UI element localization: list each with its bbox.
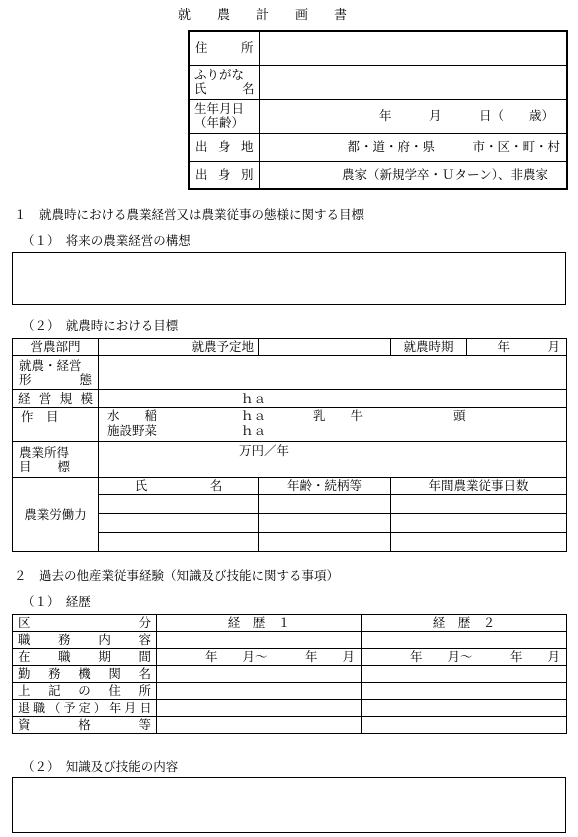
form-label-1: 就農・経営 <box>19 357 82 373</box>
row-address-label: 上記の住所 <box>13 683 157 700</box>
birth-label-cell <box>189 99 259 133</box>
scale-unit: ｈａ <box>241 390 267 406</box>
labor-row2-days[interactable] <box>391 514 567 533</box>
row-period-label: 在職期間 <box>13 649 157 666</box>
furigana-label: ふりがな <box>194 67 245 82</box>
crop-field[interactable] <box>99 408 567 442</box>
section2-heading: ２ 過去の他産業従事経験（知識及び技能に関する事項） <box>14 568 340 583</box>
retire-career1[interactable] <box>157 700 362 717</box>
origin-field[interactable]: 都・道・府・県 市・区・町・村 <box>259 133 567 161</box>
farm-dept-label: 営農部門 <box>13 339 99 356</box>
crop2-unit: ｈａ <box>241 423 267 438</box>
name-label-cell <box>189 65 259 99</box>
page-title: 就 農 計 画 書 <box>178 8 348 23</box>
row-duties-label: 職務内容 <box>13 632 157 649</box>
labor-row1-name[interactable] <box>99 495 259 514</box>
birth-field[interactable]: 年 月 日（ 歳） <box>259 99 567 133</box>
duties-career2[interactable] <box>362 632 567 649</box>
employer-career1[interactable] <box>157 666 362 683</box>
origin-type-field[interactable]: 農家（新規学卒・Ｕターン）、非農家 <box>259 161 567 189</box>
section2-sub2: （２） 知識及び技能の内容 <box>22 759 179 774</box>
labor-row1-age[interactable] <box>259 495 391 514</box>
goal-table <box>12 338 567 552</box>
form-label-2: 形 態 <box>19 371 92 387</box>
origin-label: 出 身 地 <box>189 133 259 161</box>
crop2-name: 施設野菜 <box>107 423 158 438</box>
row-qualification-label: 資格等 <box>13 717 157 734</box>
col-career1: 経 歴 １ <box>157 615 362 632</box>
employer-career2[interactable] <box>362 666 567 683</box>
crop1-name: 水 稲 <box>107 408 158 423</box>
labor-row3-name[interactable] <box>99 533 259 552</box>
crop1-unit: ｈａ <box>241 408 267 423</box>
col-career2: 経 歴 ２ <box>362 615 567 632</box>
address-career2[interactable] <box>362 683 567 700</box>
name-field[interactable] <box>259 65 567 99</box>
livestock-name: 乳 牛 <box>313 408 364 423</box>
income-label-2: 目 標 <box>19 458 70 474</box>
period-career1[interactable]: 年 月～ 年 月 <box>157 649 362 666</box>
qualification-career1[interactable] <box>157 717 362 734</box>
farm-time-field[interactable]: 年 月 <box>467 339 567 356</box>
income-label-1: 農業所得 <box>19 444 70 460</box>
address-field[interactable] <box>259 31 567 65</box>
section1-heading: １ 就農時における農業経営又は農業従事の態様に関する目標 <box>14 207 365 222</box>
form-label-cell <box>13 356 99 390</box>
farm-location-field[interactable] <box>259 339 391 356</box>
crop-label: 作 目 <box>13 408 99 442</box>
personal-info-table <box>188 30 568 190</box>
retire-career2[interactable] <box>362 700 567 717</box>
period-career2[interactable]: 年 月～ 年 月 <box>362 649 567 666</box>
farm-location-label: 就農予定地 <box>99 339 259 356</box>
knowledge-box[interactable] <box>12 777 566 833</box>
labor-header-days: 年間農業従事日数 <box>391 478 567 495</box>
career-table <box>12 614 567 734</box>
address-career1[interactable] <box>157 683 362 700</box>
row-retire-label: 退職（予定）年月日 <box>13 700 157 717</box>
origin-type-label: 出 身 別 <box>189 161 259 189</box>
labor-row2-name[interactable] <box>99 514 259 533</box>
labor-header-name: 氏 名 <box>99 478 259 495</box>
labor-row1-days[interactable] <box>391 495 567 514</box>
labor-row3-age[interactable] <box>259 533 391 552</box>
section1-sub2: （２） 就農時における目標 <box>22 318 179 333</box>
labor-label: 農業労働力 <box>13 478 99 552</box>
labor-header-age: 年齢・続柄等 <box>259 478 391 495</box>
section2-sub1: （１） 経歴 <box>22 594 91 609</box>
birth-label: 生年月日 <box>194 101 245 116</box>
labor-row3-days[interactable] <box>391 533 567 552</box>
scale-field[interactable] <box>99 390 567 408</box>
section1-sub1: （１） 将来の農業経営の構想 <box>22 233 191 248</box>
scale-label: 経営規模 <box>13 390 99 408</box>
age-label: （年齢） <box>194 115 245 130</box>
income-field[interactable] <box>99 442 567 478</box>
income-label-cell <box>13 442 99 478</box>
duties-career1[interactable] <box>157 632 362 649</box>
col-kubun: 区 分 <box>13 615 157 632</box>
income-unit: 万円／年 <box>239 443 290 458</box>
farm-time-label: 就農時期 <box>391 339 467 356</box>
row-employer-label: 勤務機関名 <box>13 666 157 683</box>
form-field[interactable] <box>99 356 567 390</box>
livestock-unit: 頭 <box>453 408 466 423</box>
qualification-career2[interactable] <box>362 717 567 734</box>
labor-row2-age[interactable] <box>259 514 391 533</box>
address-label: 住 所 <box>189 31 259 65</box>
name-label: 氏 名 <box>194 81 255 96</box>
future-plan-box[interactable] <box>12 252 566 305</box>
